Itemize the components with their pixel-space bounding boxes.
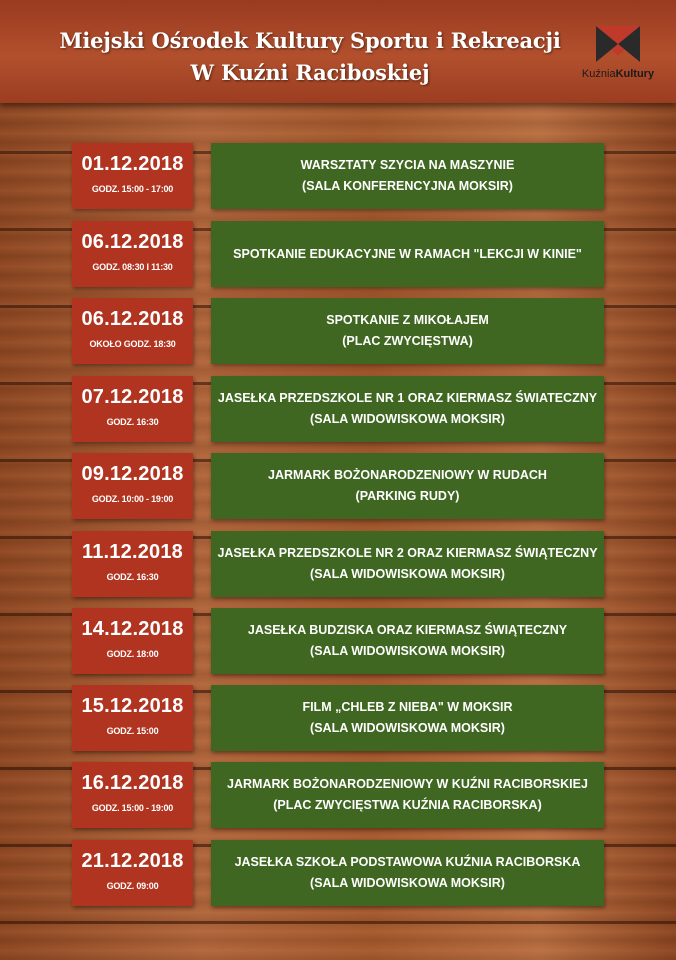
event-info-box xyxy=(211,376,604,442)
event-time: GODZ. 15:00 - 19:00 xyxy=(91,803,174,813)
event-date: 06.12.2018 xyxy=(81,308,184,330)
kuznia-kultury-logo xyxy=(568,20,668,90)
event-location: (SALA WIDOWISKOWA MOKSIR) xyxy=(310,567,505,581)
event-date-box xyxy=(72,762,193,828)
event-row xyxy=(72,143,604,209)
event-time: GODZ. 10:00 - 19:00 xyxy=(91,494,174,504)
event-row xyxy=(72,221,604,287)
event-time: GODZ. 16:30 xyxy=(106,417,159,427)
event-date-box xyxy=(72,453,193,519)
event-title: JASEŁKA PRZEDSZKOLE NR 1 ORAZ KIERMASZ ŚWIATECZNY xyxy=(217,391,598,405)
logo-wordmark-light: Kuźnia xyxy=(581,68,616,80)
event-row xyxy=(72,453,604,519)
event-date: 07.12.2018 xyxy=(81,386,184,408)
event-title: JARMARK BOŻONARODZENIOWY W RUDACH xyxy=(268,468,547,482)
event-info-box xyxy=(211,685,604,751)
event-time: GODZ. 16:30 xyxy=(106,572,159,582)
event-row xyxy=(72,840,604,906)
event-row xyxy=(72,608,604,674)
event-row xyxy=(72,531,604,597)
logo-mark-icon xyxy=(568,20,668,68)
event-time: GODZ. 15:00 xyxy=(106,726,159,736)
event-location: (PARKING RUDY) xyxy=(355,489,460,503)
logo-wordmark xyxy=(568,68,668,80)
event-date-box xyxy=(72,221,193,287)
event-date-box xyxy=(72,840,193,906)
event-time: GODZ. 18:00 xyxy=(106,649,159,659)
event-time: OKOŁO GODZ. 18:30 xyxy=(89,339,176,349)
event-title: SPOTKANIE EDUKACYJNE W RAMACH "LEKCJI W KINIE" xyxy=(233,246,582,261)
event-info-box xyxy=(211,143,604,209)
event-date-box xyxy=(72,376,193,442)
page-subtitle: W Kuźni Raciboskiej xyxy=(190,60,430,85)
event-date: 09.12.2018 xyxy=(81,463,184,485)
event-date: 11.12.2018 xyxy=(82,541,183,563)
event-row xyxy=(72,376,604,442)
event-title: JASEŁKA BUDZISKA ORAZ KIERMASZ ŚWIĄTECZNY xyxy=(247,623,568,637)
event-location: (SALA KONFERENCYJNA MOKSIR) xyxy=(302,179,513,193)
event-location: (SALA WIDOWISKOWA MOKSIR) xyxy=(310,412,505,426)
event-info-box xyxy=(211,608,604,674)
event-title: FILM „CHLEB Z NIEBA" W MOKSIR xyxy=(302,700,513,714)
event-title: SPOTKANIE Z MIKOŁAJEM xyxy=(326,313,489,327)
header-banner xyxy=(0,0,676,103)
event-location: (PLAC ZWYCIĘSTWA) xyxy=(342,334,473,348)
event-title: JARMARK BOŻONARODZENIOWY W KUŹNI RACIBORSKIEJ xyxy=(227,777,588,791)
event-time: GODZ. 09:00 xyxy=(106,881,159,891)
event-row xyxy=(72,298,604,364)
event-info-box xyxy=(211,762,604,828)
event-location: (SALA WIDOWISKOWA MOKSIR) xyxy=(310,644,505,658)
event-info-box xyxy=(211,298,604,364)
event-date: 15.12.2018 xyxy=(81,695,184,717)
page-title: Miejski Ośrodek Kultury Sportu i Rekreacji xyxy=(59,28,561,53)
event-date: 06.12.2018 xyxy=(81,231,184,253)
event-date: 16.12.2018 xyxy=(81,772,184,794)
event-info-box xyxy=(211,221,604,287)
event-info-box xyxy=(211,453,604,519)
event-date-box xyxy=(72,685,193,751)
event-date: 14.12.2018 xyxy=(81,618,184,640)
event-location: (SALA WIDOWISKOWA MOKSIR) xyxy=(310,721,505,735)
event-date: 01.12.2018 xyxy=(81,153,184,175)
event-row xyxy=(72,762,604,828)
event-time: GODZ. 08:30 I 11:30 xyxy=(92,262,173,272)
event-date-box xyxy=(72,531,193,597)
event-row xyxy=(72,685,604,751)
event-location: (PLAC ZWYCIĘSTWA KUŹNIA RACIBORSKA) xyxy=(273,798,542,812)
event-date-box xyxy=(72,608,193,674)
event-title: JASEŁKA SZKOŁA PODSTAWOWA KUŹNIA RACIBORSKA xyxy=(234,855,581,869)
event-location: (SALA WIDOWISKOWA MOKSIR) xyxy=(310,876,505,890)
event-title: JASEŁKA PRZEDSZKOLE NR 2 ORAZ KIERMASZ ŚWIĄTECZNY xyxy=(217,546,598,560)
event-info-box xyxy=(211,840,604,906)
event-date: 21.12.2018 xyxy=(81,850,184,872)
event-time: GODZ. 15:00 - 17:00 xyxy=(91,184,174,194)
logo-wordmark-bold: Kultury xyxy=(615,68,655,80)
event-title: WARSZTATY SZYCIA NA MASZYNIE xyxy=(300,158,515,172)
event-date-box xyxy=(72,298,193,364)
event-info-box xyxy=(211,531,604,597)
event-date-box xyxy=(72,143,193,209)
